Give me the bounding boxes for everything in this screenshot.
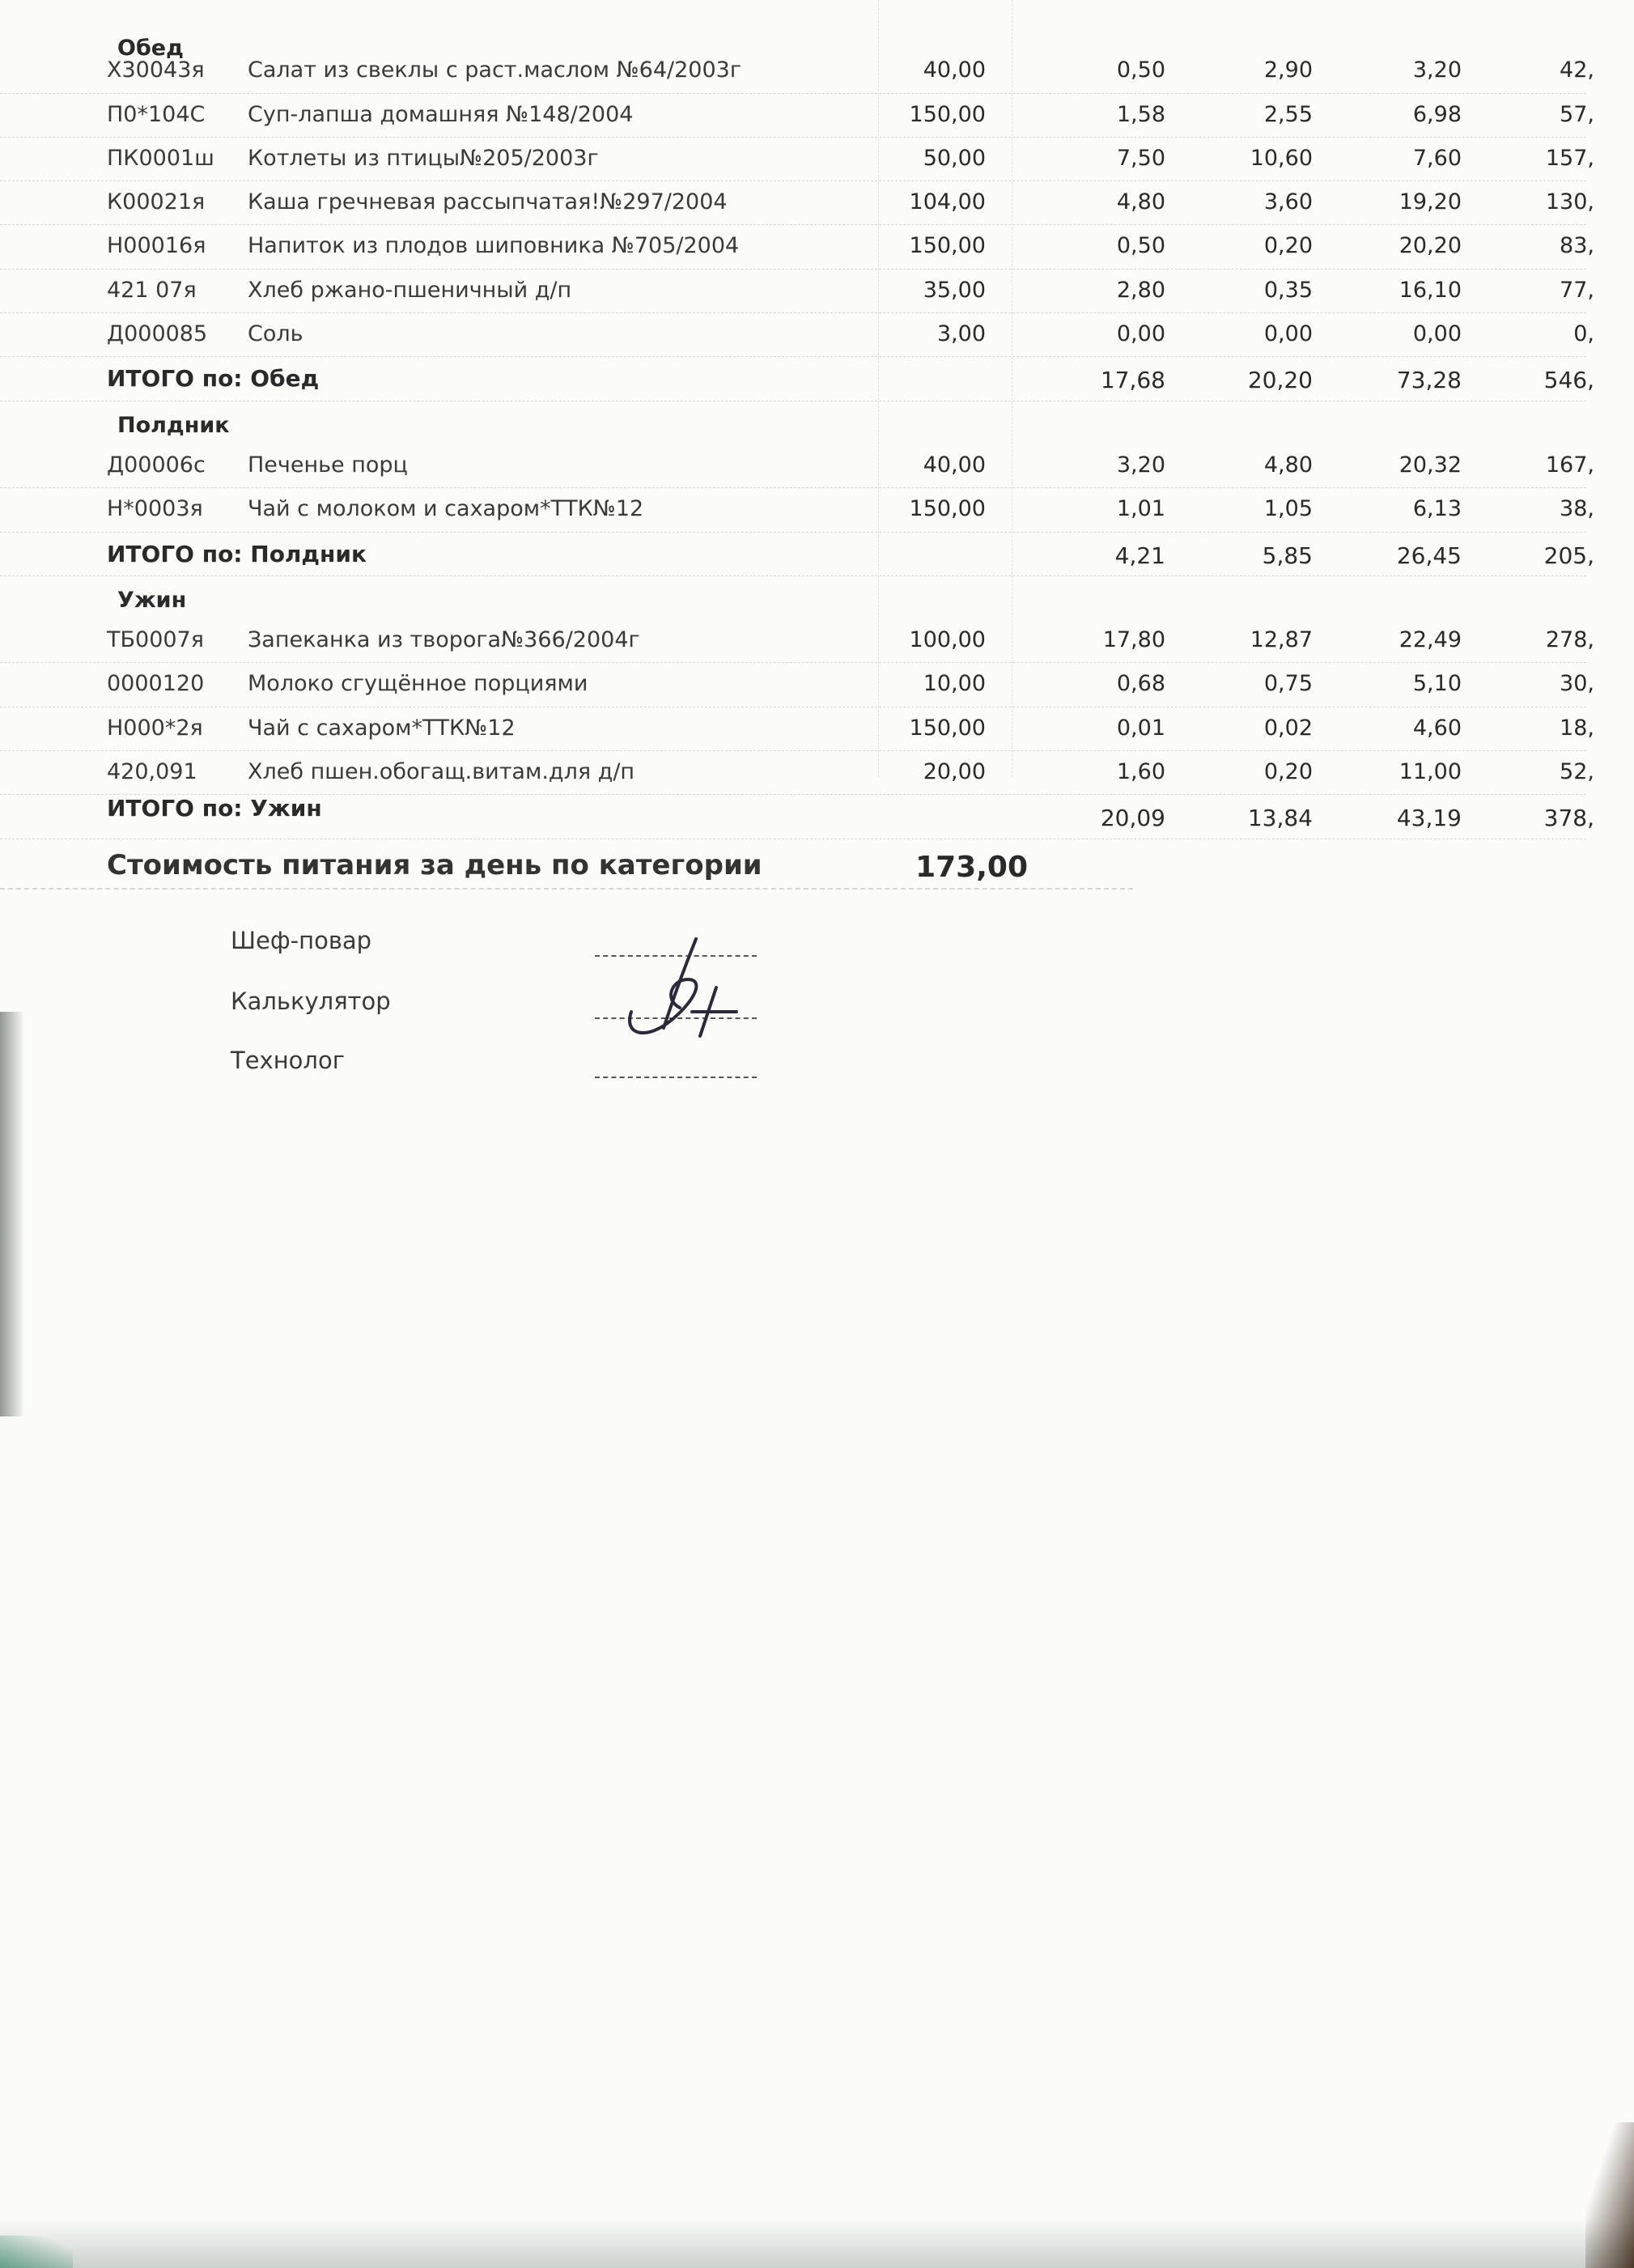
proteins-value: 2,80 <box>1116 277 1165 303</box>
carbs-value: 20,32 <box>1398 452 1462 478</box>
menu-table <box>0 24 1594 890</box>
proteins-value: 3,20 <box>1116 452 1165 478</box>
dish-name: Салат из свеклы с раст.маслом №64/2003г <box>248 57 742 83</box>
portion-weight: 104,00 <box>909 189 986 215</box>
page-shadow-bottom <box>0 2219 1634 2268</box>
dish-name: Запеканка из творога№366/2004г <box>248 627 640 653</box>
total-carbs: 26,45 <box>1396 542 1462 569</box>
energy-value: 130, <box>1545 189 1594 215</box>
signature-line-technologist <box>595 1077 757 1078</box>
dish-code: Д00006с <box>107 452 206 478</box>
fats-value: 1,05 <box>1263 496 1313 522</box>
section-title: Полдник <box>117 412 230 438</box>
total-proteins: 4,21 <box>1114 542 1165 569</box>
table-row <box>0 444 1594 488</box>
table-row <box>0 181 1594 225</box>
portion-weight: 40,00 <box>923 57 986 83</box>
total-fats: 13,84 <box>1247 805 1313 832</box>
carbs-value: 6,98 <box>1412 101 1462 127</box>
technologist-label: Технолог <box>231 1047 345 1074</box>
table-row <box>0 751 1594 795</box>
fats-value: 0,35 <box>1263 277 1313 303</box>
calculator-label: Калькулятор <box>231 987 391 1015</box>
table-row <box>0 663 1594 707</box>
energy-value: 18, <box>1560 715 1594 741</box>
dish-code: Н000*2я <box>107 715 203 741</box>
dish-code: Д000085 <box>107 321 208 347</box>
dish-code: 0000120 <box>107 671 205 697</box>
total-energy: 378, <box>1543 805 1594 832</box>
daily-cost-row <box>0 839 1133 890</box>
carbs-value: 0,00 <box>1412 321 1462 347</box>
table-row <box>0 138 1594 181</box>
carbs-value: 22,49 <box>1398 627 1462 653</box>
portion-weight: 40,00 <box>923 452 986 478</box>
carbs-value: 20,20 <box>1398 233 1462 259</box>
dish-code: К00021я <box>107 189 206 215</box>
dish-name: Суп-лапша домашняя №148/2004 <box>248 101 634 127</box>
proteins-value: 7,50 <box>1116 145 1165 171</box>
dish-code: ПК0001ш <box>107 145 214 171</box>
proteins-value: 0,68 <box>1116 671 1165 697</box>
proteins-value: 0,50 <box>1116 57 1165 83</box>
portion-weight: 100,00 <box>909 627 986 653</box>
energy-value: 52, <box>1560 759 1594 785</box>
portion-weight: 50,00 <box>923 145 986 171</box>
section-title: Ужин <box>117 587 187 613</box>
fats-value: 0,20 <box>1263 233 1313 259</box>
energy-value: 57, <box>1560 101 1594 127</box>
proteins-value: 0,00 <box>1116 321 1165 347</box>
dish-code: 421 07я <box>107 277 197 303</box>
proteins-value: 0,01 <box>1116 715 1165 741</box>
energy-value: 167, <box>1545 452 1594 478</box>
total-carbs: 73,28 <box>1396 367 1462 394</box>
fats-value: 10,60 <box>1250 145 1313 171</box>
energy-value: 77, <box>1560 277 1594 303</box>
dish-code: X30043я <box>107 57 205 83</box>
daily-cost-value: 173,00 <box>915 850 1028 884</box>
carbs-value: 3,20 <box>1412 57 1462 83</box>
dish-code: Н00016я <box>107 233 206 259</box>
total-energy: 546, <box>1543 367 1594 394</box>
carbs-value: 7,60 <box>1412 145 1462 171</box>
fats-value: 0,02 <box>1263 715 1313 741</box>
section-total-row <box>0 795 1594 839</box>
page-corner-shadow <box>1585 2122 1634 2268</box>
proteins-value: 17,80 <box>1102 627 1165 653</box>
dish-name: Чай с молоком и сахаром*ТТК№12 <box>248 496 644 522</box>
total-energy: 205, <box>1543 542 1594 569</box>
total-proteins: 17,68 <box>1100 367 1165 394</box>
portion-weight: 3,00 <box>936 321 986 347</box>
carbs-value: 16,10 <box>1398 277 1462 303</box>
portion-weight: 150,00 <box>909 233 986 259</box>
dish-name: Котлеты из птицы№205/2003г <box>248 145 599 171</box>
proteins-value: 4,80 <box>1116 189 1165 215</box>
energy-value: 83, <box>1560 233 1594 259</box>
portion-weight: 150,00 <box>909 101 986 127</box>
section-total-row <box>0 533 1594 576</box>
total-label: ИТОГО по: Ужин <box>107 795 322 822</box>
handwritten-signature <box>615 931 761 1052</box>
energy-value: 30, <box>1560 671 1594 697</box>
dish-name: Чай с сахаром*ТТК№12 <box>248 715 516 741</box>
section-header-snack <box>0 401 1586 444</box>
carbs-value: 4,60 <box>1412 715 1462 741</box>
proteins-value: 0,50 <box>1116 233 1165 259</box>
proteins-value: 1,58 <box>1116 101 1165 127</box>
fats-value: 4,80 <box>1263 452 1313 478</box>
portion-weight: 150,00 <box>909 715 986 741</box>
portion-weight: 20,00 <box>923 759 986 785</box>
chef-label: Шеф-повар <box>231 927 372 954</box>
energy-value: 38, <box>1560 496 1594 522</box>
portion-weight: 150,00 <box>909 496 986 522</box>
total-label: ИТОГО по: Полдник <box>107 540 367 567</box>
carbs-value: 11,00 <box>1398 759 1462 785</box>
energy-value: 157, <box>1545 145 1594 171</box>
dish-name: Соль <box>248 321 303 347</box>
energy-value: 278, <box>1545 627 1594 653</box>
table-row <box>0 270 1594 313</box>
table-row <box>0 488 1594 532</box>
background-surface <box>0 2236 73 2268</box>
proteins-value: 1,01 <box>1116 496 1165 522</box>
page-shadow-left <box>0 1012 24 1416</box>
portion-weight: 10,00 <box>923 671 986 697</box>
total-proteins: 20,09 <box>1100 805 1165 832</box>
carbs-value: 6,13 <box>1412 496 1462 522</box>
fats-value: 0,75 <box>1263 671 1313 697</box>
portion-weight: 35,00 <box>923 277 986 303</box>
dish-code: П0*104С <box>107 101 206 127</box>
total-fats: 20,20 <box>1247 367 1313 394</box>
carbs-value: 19,20 <box>1398 189 1462 215</box>
fats-value: 12,87 <box>1250 627 1313 653</box>
table-row <box>0 49 1594 93</box>
table-row <box>0 619 1594 663</box>
section-header-dinner <box>0 576 1586 619</box>
energy-value: 42, <box>1560 57 1594 83</box>
fats-value: 2,90 <box>1263 57 1313 83</box>
fats-value: 3,60 <box>1263 189 1313 215</box>
dish-name: Хлеб ржано-пшеничный д/п <box>248 277 572 303</box>
total-label: ИТОГО по: Обед <box>107 365 320 393</box>
fats-value: 0,20 <box>1263 759 1313 785</box>
section-total-row <box>0 357 1594 401</box>
table-row <box>0 707 1594 751</box>
dish-code: ТБ0007я <box>107 627 204 653</box>
total-fats: 5,85 <box>1262 542 1313 569</box>
section-title: Обед <box>117 36 184 61</box>
carbs-value: 5,10 <box>1412 671 1462 697</box>
dish-code: Н*0003я <box>107 496 203 522</box>
dish-name: Печенье порц <box>248 452 408 478</box>
fats-value: 2,55 <box>1263 101 1313 127</box>
daily-cost-label: Стоимость питания за день по категории <box>107 848 762 881</box>
fats-value: 0,00 <box>1263 321 1313 347</box>
table-row <box>0 94 1594 138</box>
dish-name: Молоко сгущённое порциями <box>248 671 588 697</box>
dish-name: Хлеб пшен.обогащ.витам.для д/п <box>248 759 635 785</box>
dish-name: Напиток из плодов шиповника №705/2004 <box>248 233 740 259</box>
proteins-value: 1,60 <box>1116 759 1165 785</box>
table-row <box>0 225 1594 269</box>
total-carbs: 43,19 <box>1396 805 1462 832</box>
table-row <box>0 313 1594 357</box>
dish-name: Каша гречневая рассыпчатая!№297/2004 <box>248 189 728 215</box>
dish-code: 420,091 <box>107 759 197 785</box>
energy-value: 0, <box>1573 321 1594 347</box>
